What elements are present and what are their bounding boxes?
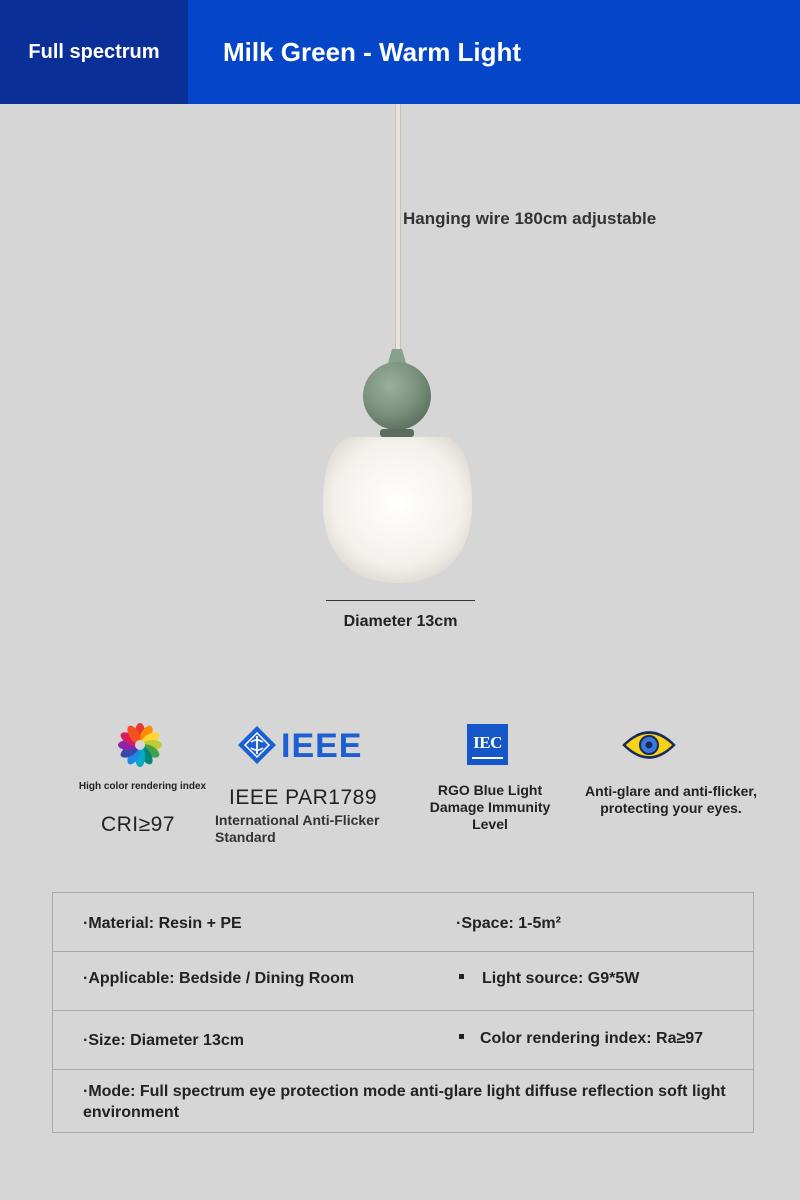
diameter-label: Diameter 13cm	[343, 613, 458, 630]
eye-icon	[622, 726, 676, 764]
cri-small-label: High color rendering index	[78, 781, 207, 792]
ieee-standard-value: IEEE PAR1789	[228, 786, 378, 809]
bullet-icon	[459, 974, 464, 979]
spec-size: ·Size: Diameter 13cm	[83, 1032, 244, 1049]
iec-label: RGO Blue Light Damage Immunity Level	[429, 782, 551, 832]
spec-cri: Color rendering index: Ra≥97	[480, 1030, 704, 1047]
lamp-neck	[380, 429, 414, 437]
cri-value: CRI≥97	[100, 813, 176, 836]
specs-table	[52, 892, 754, 1133]
spec-light-source-cell	[459, 970, 639, 988]
color-wheel-icon	[117, 722, 163, 768]
spec-cri-cell	[459, 1030, 703, 1048]
lamp-cap	[388, 349, 406, 363]
spec-space: ·Space: 1-5m²	[456, 915, 561, 932]
spec-light-source: Light source: G9*5W	[482, 970, 640, 987]
ieee-standard-description: International Anti-Flicker Standard	[215, 812, 380, 845]
spec-mode: ·Mode: Full spectrum eye protection mode anti-glare light diffuse reflection soft light environment	[83, 1083, 726, 1121]
ieee-logo-icon	[237, 725, 277, 765]
table-row	[53, 893, 753, 952]
wire-label: Hanging wire 180cm adjustable	[403, 209, 657, 228]
spec-material: ·Material: Resin + PE	[83, 915, 242, 932]
iec-logo-icon	[467, 724, 508, 765]
hanging-wire	[395, 104, 401, 352]
lamp-shade	[323, 437, 472, 583]
spec-applicable: ·Applicable: Bedside / Dining Room	[83, 970, 355, 987]
table-row	[53, 1070, 753, 1132]
table-row	[53, 952, 753, 1011]
header-title: Milk Green - Warm Light	[223, 36, 522, 67]
iec-logo-text: IEC	[473, 733, 502, 752]
pendant-lamp-image	[318, 345, 478, 590]
eye-protection-label: Anti-glare and anti-flicker, protecting your eyes.	[585, 783, 757, 816]
diameter-line	[326, 600, 475, 601]
table-row	[53, 1011, 753, 1070]
lamp-ball	[363, 362, 431, 430]
header-badge: Full spectrum	[0, 0, 188, 104]
header-bar	[0, 0, 800, 104]
bullet-icon	[459, 1034, 464, 1039]
ieee-logo-text: IEEE	[281, 727, 363, 765]
